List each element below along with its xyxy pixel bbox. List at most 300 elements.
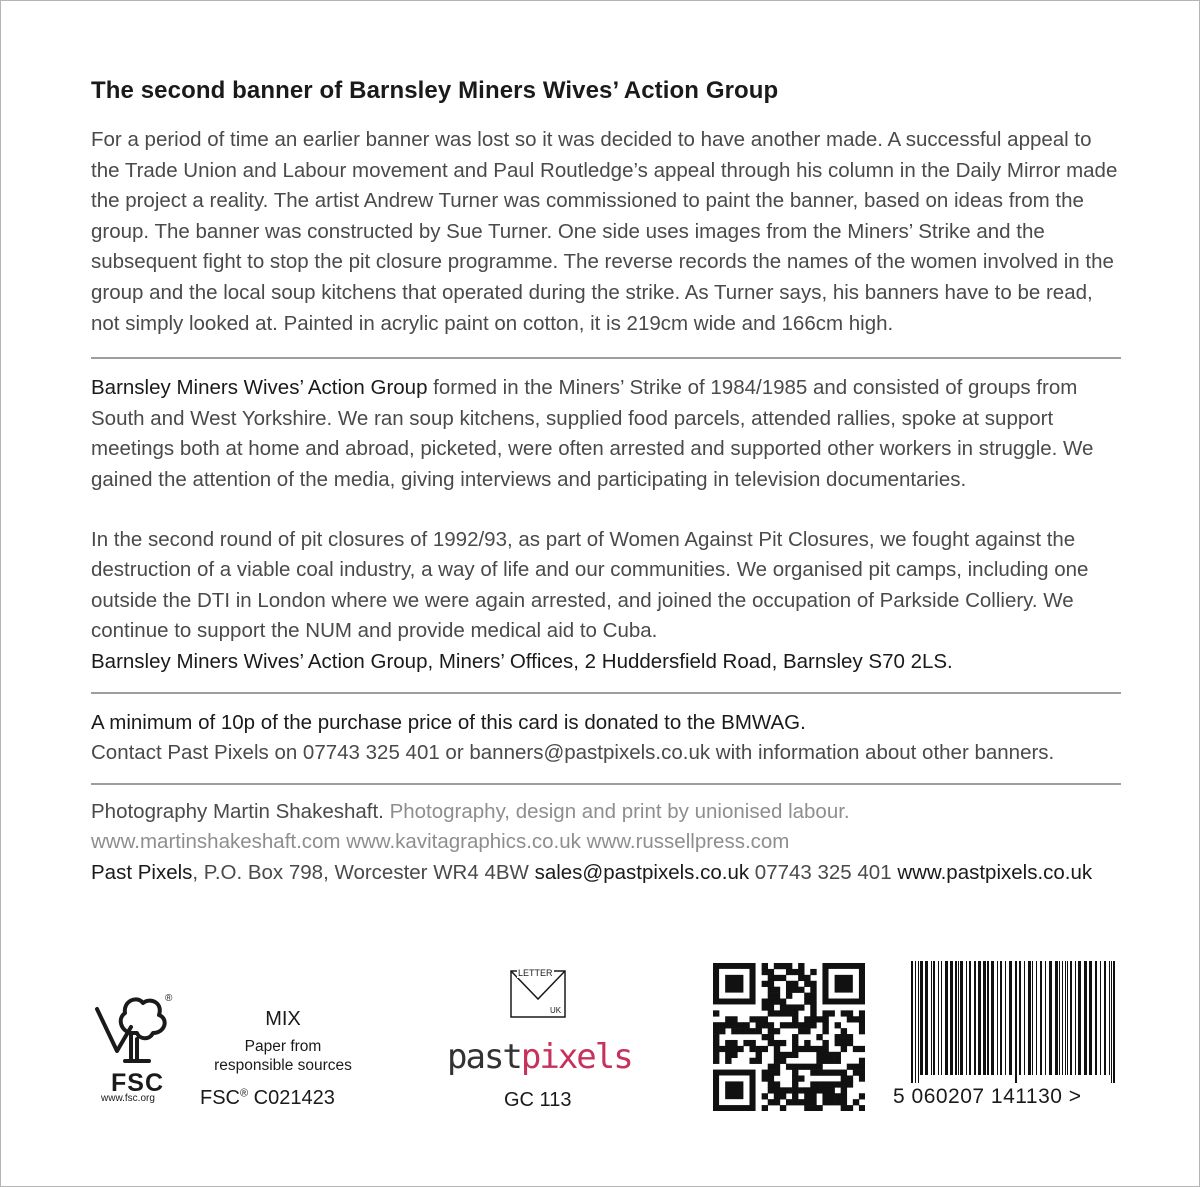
qr-module — [822, 1016, 828, 1022]
qr-module — [810, 1081, 816, 1087]
qr-module — [798, 1046, 804, 1052]
barcode-bar — [958, 961, 959, 1075]
qr-module — [798, 1004, 804, 1010]
qr-module — [780, 1052, 786, 1058]
qr-module — [859, 1075, 865, 1081]
qr-module — [816, 1034, 822, 1040]
qr-module — [859, 1022, 865, 1028]
qr-module — [822, 1058, 828, 1064]
qr-module — [841, 1105, 847, 1111]
fsc-code-prefix: FSC — [200, 1087, 240, 1109]
qr-module — [768, 975, 774, 981]
barcode-number: 5 060207 141130 > — [893, 1085, 1082, 1108]
qr-module — [768, 1064, 774, 1070]
barcode-bar — [1104, 961, 1106, 1075]
credits-line — [91, 797, 1121, 828]
qr-module — [853, 1016, 859, 1022]
qr-module — [798, 1087, 804, 1093]
qr-module — [737, 1022, 743, 1028]
qr-module — [786, 1004, 792, 1010]
qr-module — [780, 975, 786, 981]
qr-module — [756, 1046, 762, 1052]
divider — [91, 783, 1121, 785]
barcode-bar — [991, 961, 994, 1075]
qr-module — [762, 999, 768, 1005]
qr-module — [816, 1105, 822, 1111]
qr-module — [835, 1093, 841, 1099]
qr-module — [731, 1052, 737, 1058]
qr-module — [816, 1058, 822, 1064]
qr-module — [792, 987, 798, 993]
qr-module — [786, 1010, 792, 1016]
qr-module — [841, 1040, 847, 1046]
qr-module — [768, 1028, 774, 1034]
barcode-bar — [1100, 961, 1101, 1075]
page-title: The second banner of Barnsley Miners Wives’ Action Group — [91, 77, 779, 104]
qr-module — [768, 1075, 774, 1081]
qr-finder — [725, 975, 743, 993]
qr-module — [859, 1010, 865, 1016]
qr-module — [786, 1087, 792, 1093]
qr-module — [835, 1070, 841, 1076]
barcode-bar — [983, 961, 986, 1075]
qr-module — [713, 1034, 719, 1040]
qr-module — [762, 1016, 768, 1022]
qr-module — [756, 1022, 762, 1028]
qr-module — [859, 1016, 865, 1022]
qr-module — [859, 1070, 865, 1076]
barcode-bar — [1015, 961, 1017, 1083]
qr-module — [847, 1016, 853, 1022]
unionised-credit: Photography, design and print by unionised labour. — [383, 799, 850, 823]
qr-module — [829, 1058, 835, 1064]
barcode-bar — [1009, 961, 1012, 1075]
donation-statement: A minimum of 10p of the purchase price of this card is donated to the BMWAG. — [91, 710, 806, 734]
qr-module — [762, 1046, 768, 1052]
qr-module — [786, 987, 792, 993]
barcode-bar — [960, 961, 963, 1075]
qr-module — [847, 1075, 853, 1081]
qr-module — [774, 1064, 780, 1070]
qr-module — [804, 1064, 810, 1070]
barcode-bar — [1065, 961, 1066, 1075]
qr-module — [810, 999, 816, 1005]
qr-module — [768, 1034, 774, 1040]
qr-module — [725, 1016, 731, 1022]
qr-module — [774, 1040, 780, 1046]
qr-module — [780, 1010, 786, 1016]
qr-module — [859, 1028, 865, 1034]
qr-module — [762, 1004, 768, 1010]
fsc-code — [200, 1087, 335, 1110]
qr-module — [822, 1046, 828, 1052]
fsc-text — [199, 1007, 367, 1075]
qr-module — [841, 1093, 847, 1099]
qr-module — [822, 1052, 828, 1058]
qr-module — [847, 1081, 853, 1087]
qr-module — [798, 963, 804, 969]
qr-module — [804, 1022, 810, 1028]
barcode-bar — [1049, 961, 1052, 1075]
qr-module — [810, 1004, 816, 1010]
qr-module — [762, 963, 768, 969]
websites-line: www.martinshakeshaft.com www.kavitagraphics.co.uk www.russellpress.com — [91, 830, 790, 854]
logo-pixels: pixels — [520, 1037, 632, 1077]
qr-module — [780, 1058, 786, 1064]
qr-module — [725, 1058, 731, 1064]
qr-module — [816, 1064, 822, 1070]
qr-module — [816, 1016, 822, 1022]
qr-module — [780, 1105, 786, 1111]
qr-module — [847, 1105, 853, 1111]
qr-module — [810, 1064, 816, 1070]
qr-module — [762, 1075, 768, 1081]
qr-module — [853, 1070, 859, 1076]
barcode-bar — [1028, 961, 1031, 1075]
barcode-bar — [966, 961, 967, 1075]
qr-module — [762, 1070, 768, 1076]
qr-module — [810, 981, 816, 987]
barcode-bar — [1040, 961, 1042, 1075]
qr-module — [762, 1034, 768, 1040]
qr-module — [816, 1046, 822, 1052]
barcode — [909, 961, 1119, 1083]
qr-module — [810, 987, 816, 993]
fsc-paper-line1: Paper from — [244, 1038, 322, 1055]
qr-module — [847, 1034, 853, 1040]
qr-module — [810, 1087, 816, 1093]
publisher-email: sales@pastpixels.co.uk — [534, 860, 750, 884]
qr-module — [768, 1022, 774, 1028]
qr-module — [749, 1016, 755, 1022]
qr-module — [835, 1058, 841, 1064]
qr-module — [743, 1040, 749, 1046]
group-history-text: formed in the Miners’ Strike of 1984/1985 and consisted of groups from South and West Yorkshire. We ran soup kitchens, supplied food parcels, attended rallies, spoke at support meetings both at home and abroad, picketed, were often arrested and supported other workers in struggle. We gained the attention of the media, giving interviews and participating in television documentaries. — [91, 376, 1094, 491]
qr-module — [792, 1010, 798, 1016]
qr-module — [713, 1010, 719, 1016]
qr-module — [810, 1016, 816, 1022]
postage-letter: LETTER — [518, 968, 553, 978]
publisher-address: , P.O. Box 798, Worcester WR4 4BW — [192, 860, 535, 884]
qr-module — [841, 1034, 847, 1040]
barcode-bar — [920, 961, 923, 1075]
qr-module — [780, 1022, 786, 1028]
qr-module — [798, 1022, 804, 1028]
qr-module — [792, 1081, 798, 1087]
qr-module — [804, 1040, 810, 1046]
qr-module — [792, 1046, 798, 1052]
qr-module — [804, 999, 810, 1005]
qr-module — [810, 1105, 816, 1111]
qr-module — [749, 1040, 755, 1046]
product-code: GC 113 — [504, 1089, 572, 1111]
qr-module — [768, 1081, 774, 1087]
fsc-paper-line2: responsible sources — [214, 1057, 352, 1074]
barcode-bar — [933, 961, 935, 1075]
text-content — [91, 75, 1121, 888]
barcode-bar — [1032, 961, 1033, 1075]
qr-module — [756, 1016, 762, 1022]
qr-module — [768, 1099, 774, 1105]
qr-module — [762, 1093, 768, 1099]
qr-module — [792, 1093, 798, 1099]
qr-module — [792, 1064, 798, 1070]
qr-module — [762, 969, 768, 975]
qr-module — [798, 987, 804, 993]
postage-mark — [509, 961, 569, 1021]
barcode-bar — [1000, 961, 1002, 1075]
barcode-bar — [1067, 961, 1068, 1075]
qr-module — [731, 1028, 737, 1034]
publisher-website: www.pastpixels.co.uk — [897, 860, 1093, 884]
qr-module — [756, 1052, 762, 1058]
qr-module — [835, 1081, 841, 1087]
qr-module — [780, 1004, 786, 1010]
qr-module — [786, 1052, 792, 1058]
barcode-bar — [1089, 961, 1092, 1075]
qr-module — [774, 1099, 780, 1105]
qr-module — [841, 1028, 847, 1034]
barcode-bar — [931, 961, 932, 1075]
qr-module — [774, 1058, 780, 1064]
barcode-bar — [974, 961, 976, 1075]
qr-module — [713, 1040, 719, 1046]
qr-module — [713, 1028, 719, 1034]
qr-module — [792, 969, 798, 975]
qr-module — [713, 1046, 719, 1052]
qr-module — [829, 1052, 835, 1058]
fsc-certification — [87, 989, 377, 1119]
barcode-bar — [1024, 961, 1025, 1075]
qr-module — [792, 1016, 798, 1022]
qr-module — [810, 1093, 816, 1099]
qr-module — [768, 1010, 774, 1016]
qr-module — [768, 999, 774, 1005]
qr-module — [804, 1093, 810, 1099]
publisher-name: Past Pixels — [91, 860, 193, 884]
qr-module — [792, 1070, 798, 1076]
qr-module — [786, 963, 792, 969]
qr-module — [725, 1040, 731, 1046]
qr-module — [835, 1099, 841, 1105]
qr-module — [768, 969, 774, 975]
qr-module — [768, 993, 774, 999]
qr-module — [841, 1075, 847, 1081]
qr-module — [774, 1046, 780, 1052]
qr-module — [841, 1046, 847, 1052]
qr-module — [713, 1058, 719, 1064]
qr-module — [756, 1058, 762, 1064]
qr-module — [822, 1070, 828, 1076]
qr-module — [859, 1105, 865, 1111]
qr-module — [762, 1105, 768, 1111]
qr-module — [798, 1075, 804, 1081]
qr-module — [768, 981, 774, 987]
qr-module — [835, 1022, 841, 1028]
qr-module — [792, 1040, 798, 1046]
fsc-registered-mark: ® — [165, 993, 173, 1004]
qr-module — [798, 975, 804, 981]
barcode-bar — [1059, 961, 1060, 1075]
qr-module — [774, 999, 780, 1005]
qr-module — [786, 993, 792, 999]
qr-module — [774, 1081, 780, 1087]
qr-module — [810, 1022, 816, 1028]
qr-module — [774, 1010, 780, 1016]
qr-module — [810, 969, 816, 975]
qr-module — [774, 1028, 780, 1034]
qr-module — [816, 1087, 822, 1093]
qr-module — [822, 1099, 828, 1105]
qr-module — [774, 1070, 780, 1076]
barcode-bar — [1062, 961, 1063, 1075]
qr-module — [792, 1004, 798, 1010]
qr-module — [737, 1046, 743, 1052]
qr-module — [719, 1046, 725, 1052]
barcode-bar — [1045, 961, 1046, 1075]
barcode-bar — [950, 961, 953, 1075]
qr-module — [841, 1081, 847, 1087]
qr-module — [743, 1028, 749, 1034]
qr-module — [853, 1099, 859, 1105]
qr-module — [768, 1070, 774, 1076]
qr-module — [816, 1070, 822, 1076]
barcode-bar — [945, 961, 948, 1075]
qr-module — [792, 1087, 798, 1093]
qr-module — [792, 1034, 798, 1040]
qr-module — [804, 975, 810, 981]
divider — [91, 357, 1121, 359]
qr-module — [816, 1052, 822, 1058]
barcode-bar — [955, 961, 957, 1075]
qr-module — [737, 1028, 743, 1034]
qr-module — [774, 1052, 780, 1058]
qr-module — [841, 1070, 847, 1076]
barcode-bar — [1019, 961, 1021, 1075]
qr-code — [713, 963, 865, 1111]
qr-module — [780, 1087, 786, 1093]
qr-module — [822, 1040, 828, 1046]
barcode-bar — [1113, 961, 1115, 1083]
postage-country: UK — [550, 1006, 562, 1015]
qr-module — [829, 1093, 835, 1099]
barcode-bar — [1075, 961, 1076, 1075]
qr-module — [847, 1040, 853, 1046]
barcode-bar — [978, 961, 981, 1075]
qr-module — [810, 993, 816, 999]
qr-module — [762, 981, 768, 987]
contact-line: Contact Past Pixels on 07743 325 401 or banners@pastpixels.co.uk with information about other banners. — [91, 741, 1055, 765]
qr-module — [768, 1040, 774, 1046]
qr-module — [713, 1052, 719, 1058]
photography-credit: Photography Martin Shakeshaft. — [91, 799, 384, 823]
qr-module — [804, 1016, 810, 1022]
barcode-bar — [1084, 961, 1087, 1075]
qr-module — [822, 1093, 828, 1099]
qr-module — [841, 1010, 847, 1016]
qr-module — [774, 1093, 780, 1099]
qr-module — [822, 1022, 828, 1028]
qr-module — [859, 1046, 865, 1052]
qr-module — [792, 1052, 798, 1058]
qr-module — [822, 1087, 828, 1093]
qr-module — [731, 1040, 737, 1046]
divider — [91, 692, 1121, 694]
barcode-bar — [915, 961, 916, 1083]
qr-module — [804, 1099, 810, 1105]
barcode-bar — [997, 961, 998, 1075]
qr-module — [804, 1087, 810, 1093]
qr-module — [713, 1022, 719, 1028]
qr-module — [786, 1064, 792, 1070]
qr-module — [859, 1058, 865, 1064]
qr-module — [774, 993, 780, 999]
qr-module — [835, 1040, 841, 1046]
qr-module — [810, 1099, 816, 1105]
qr-module — [768, 987, 774, 993]
publisher-phone: 07743 325 401 — [749, 860, 898, 884]
qr-module — [829, 1087, 835, 1093]
barcode-bar — [1070, 961, 1072, 1075]
qr-module — [835, 1034, 841, 1040]
qr-module — [822, 1081, 828, 1087]
qr-module — [786, 981, 792, 987]
qr-module — [768, 1087, 774, 1093]
qr-module — [804, 1028, 810, 1034]
qr-module — [792, 1075, 798, 1081]
qr-module — [731, 1016, 737, 1022]
qr-module — [725, 1052, 731, 1058]
group-history-paragraph — [91, 373, 1121, 495]
qr-module — [798, 969, 804, 975]
qr-module — [719, 1022, 725, 1028]
qr-module — [780, 1040, 786, 1046]
qr-module — [786, 969, 792, 975]
qr-module — [829, 1081, 835, 1087]
qr-module — [792, 981, 798, 987]
qr-module — [804, 981, 810, 987]
publisher-line — [91, 858, 1121, 889]
qr-module — [749, 1046, 755, 1052]
qr-module — [841, 1099, 847, 1105]
qr-module — [725, 1022, 731, 1028]
qr-module — [756, 1028, 762, 1034]
fsc-code-number: C021423 — [248, 1087, 335, 1109]
qr-module — [810, 1010, 816, 1016]
barcode-bar — [941, 961, 942, 1075]
qr-module — [749, 1058, 755, 1064]
qr-module — [798, 1099, 804, 1105]
barcode-bar — [911, 961, 913, 1083]
qr-module — [804, 1046, 810, 1052]
fsc-url: www.fsc.org — [101, 1093, 155, 1104]
qr-module — [841, 1087, 847, 1093]
pastpixels-logo — [447, 1037, 632, 1077]
qr-module — [768, 1004, 774, 1010]
qr-module — [859, 1064, 865, 1070]
barcode-bar — [969, 961, 971, 1075]
qr-module — [829, 1070, 835, 1076]
qr-module — [774, 1087, 780, 1093]
qr-module — [816, 1081, 822, 1087]
qr-module — [859, 1093, 865, 1099]
fsc-logo-label: FSC — [111, 1069, 164, 1097]
qr-module — [853, 1064, 859, 1070]
qr-module — [822, 1028, 828, 1034]
banner-description: For a period of time an earlier banner was lost so it was decided to have another made. A successful appeal to the Trade Union and Labour movement and Paul Routledge’s appeal through his column in the Daily Mirror made the project a reality. The artist Andrew Turner was commissioned to paint the banner, based on ideas from the group. The banner was constructed by Sue Turner. One side uses images from the Miners’ Strike and the subsequent fight to stop the pit closure programme. The reverse records the names of the women involved in the group and the local soup kitchens that operated during the strike. As Turner says, his banners have to be read, not simply looked at. Painted in acrylic paint on cotton, it is 219cm wide and 166cm high. — [91, 128, 1118, 335]
qr-module — [731, 1022, 737, 1028]
qr-module — [835, 1052, 841, 1058]
